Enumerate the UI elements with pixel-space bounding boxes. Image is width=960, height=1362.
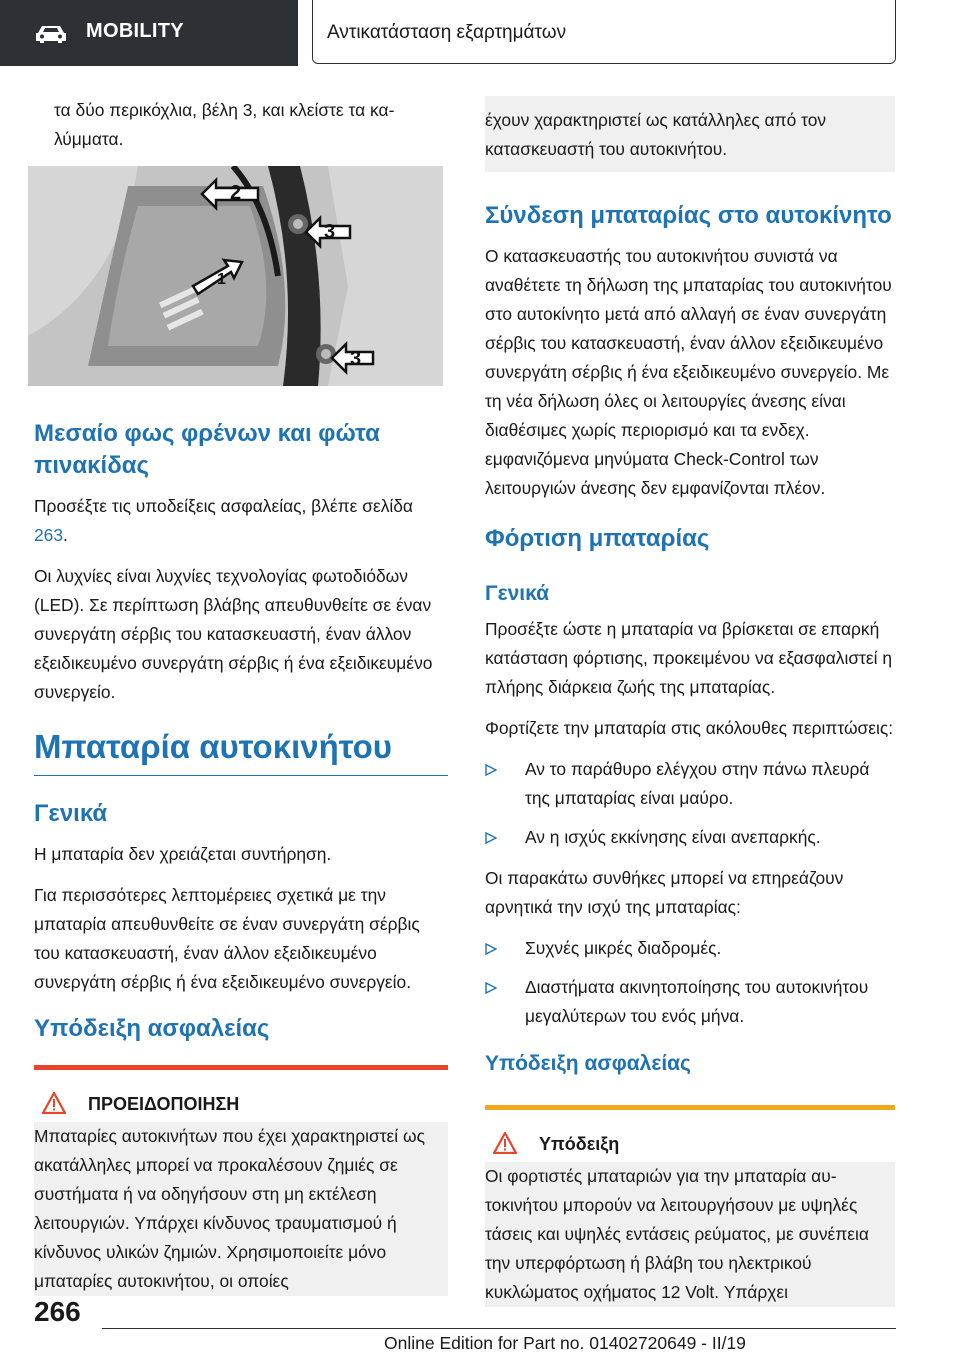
warning-bar: [34, 1065, 448, 1070]
battery-conditions-list: [485, 934, 895, 1031]
general-paragraph-2: Για περισσότερες λεπτομέρειες σχετικά με την μπαταρία απευθυνθείτε σε έναν συνεργάτη σέρβις του κατασκευαστή, έναν άλλον εξειδικευμένο συνεργάτη σέρβις ή ένα εξειδικευμένο συνεργείο.: [34, 885, 420, 992]
arrow-bullet-icon: [485, 943, 497, 955]
brand-label: MOBILITY: [86, 20, 184, 42]
right-column: [485, 96, 895, 1307]
connection-paragraph: Ο κατασκευαστής του αυτοκινήτου συνιστά να αναθέτετε τη δήλωση της μπαταρίας του αυτοκινήτου στο αυτοκίνητο μετά από αλλαγή σε έναν συνεργάτη σέρβις του κατασκευαστή, έναν άλλον εξειδικευμένο συνεργάτη σέρβις ή ένα εξειδικευμένο συνεργείο. Με τη νέα δήλωση όλες οι λειτουργίες άνεσης είναι διαθέσιμες χωρίς περιορισμό και τα ενδεχ. εμφανιζόμενα μηνύματα Check-Control των λειτουργιών άνεσης δεν εμφανίζονται πλέον.: [485, 246, 892, 498]
note-box: [485, 1105, 895, 1307]
heading-vehicle-battery: Μπαταρία αυτοκινήτου: [34, 728, 392, 765]
note-bar: [485, 1105, 895, 1110]
charging-paragraph-1: Προσέξτε ώστε η μπαταρία να βρίσκεται σε επαρκή κατάσταση φόρτισης, προκειμένου να εξασφαλιστεί η πλήρης διάρκεια ζωής της μπαταρίας.: [485, 619, 893, 697]
note-title: Υπόδειξη: [485, 1130, 895, 1158]
warning-continuation: έχουν χαρακτηριστεί ως κατάλληλες από τον κατασκευαστή του αυτοκινήτου.: [485, 96, 895, 172]
section-title: Αντικατάσταση εξαρτημάτων: [327, 22, 567, 43]
general-paragraph-1: Η μπαταρία δεν χρειάζεται συντήρηση.: [34, 844, 332, 864]
figure-label-2: 2: [230, 182, 242, 204]
note-body: [485, 1162, 895, 1307]
warning-title: ΠΡΟΕΙΔΟΠΟΙΗΣΗ: [34, 1090, 448, 1118]
list-item: Διαστήματα ακινητοποίησης του αυτοκινήτου μεγαλύτερων του ενός μήνα.: [485, 973, 895, 1031]
warning-box: [34, 1065, 448, 1296]
tail-light-illustration: [28, 166, 443, 386]
heading-safety-note: Υπόδειξη ασφαλείας: [34, 1015, 270, 1042]
heading-charging-general: Γενικά: [485, 582, 550, 605]
tail-light-figure: [28, 166, 443, 386]
heading-battery-connection: Σύνδεση μπαταρίας στο αυτοκίνητο: [485, 202, 892, 229]
brand-tab[interactable]: [0, 0, 298, 66]
section-tab: [312, 0, 896, 64]
heading-battery-charging: Φόρτιση μπαταρίας: [485, 525, 710, 552]
arrow-bullet-icon: [485, 982, 497, 994]
warning-text: Μπαταρίες αυτοκινήτων που έχει χαρακτηριστεί ως ακατάλληλες μπορεί να προκαλέσουν ζημιές σε συστήματα ή να οδηγήσουν στη μη εκτέλεση λειτουργιών. Υπάρχει κίνδυνος τραυματισμού ή κίνδυνος υλικών ζημιών. Χρησιμοποιείτε μόνο μπαταρίες αυτοκινήτου, οι οποίες: [34, 1126, 425, 1291]
charging-paragraph-2: Φορτίζετε την μπαταρία στις ακόλουθες περιπτώσεις:: [485, 718, 894, 738]
left-column: [34, 96, 448, 1296]
figure-label-1: 1: [217, 271, 226, 288]
charging-conditions-list: [485, 755, 895, 852]
lights-paragraph-1: Προσέξτε τις υποδείξεις ασφαλείας, βλέπε σελίδα 263.: [34, 496, 413, 545]
page-number: 266: [34, 1296, 81, 1327]
arrow-bullet-icon: [485, 764, 497, 776]
arrow-bullet-icon: [485, 832, 497, 844]
car-icon: [34, 24, 68, 44]
list-item: Αν το παράθυρο ελέγχου στην πάνω πλευρά της μπαταρίας είναι μαύρο.: [485, 755, 895, 813]
list-item: Αν η ισχύς εκκίνησης είναι ανεπαρκής.: [485, 823, 895, 852]
heading-brake-plate-lights: Μεσαίο φως φρένων και φώτα πινακίδας: [34, 420, 380, 479]
figure-label-3-top: 3: [324, 221, 336, 243]
charging-paragraph-3: Οι παρακάτω συνθήκες μπορεί να επηρεάζουν αρνητικά την ισχύ της μπαταρίας:: [485, 868, 844, 917]
heading-charging-safety-note: Υπόδειξη ασφαλείας: [485, 1052, 691, 1075]
footer-divider: [102, 1328, 896, 1329]
warning-triangle-icon: [493, 1132, 517, 1154]
heading-divider: [34, 775, 448, 776]
lights-paragraph-2: Οι λυχνίες είναι λυχνίες τεχνολογίας φωτοδιόδων (LED). Σε περίπτωση βλάβης απευθυνθείτε σε έναν συνεργάτη σέρβις του κατασκευαστή, έναν άλλον εξειδικευμένο συνεργάτη σέρβις ή ένα εξειδικευμένο συνεργείο.: [34, 566, 433, 702]
page-header: [0, 0, 960, 66]
page-link-263[interactable]: 263: [34, 525, 64, 545]
list-item: Συχνές μικρές διαδρομές.: [485, 934, 895, 963]
heading-general: Γενικά: [34, 800, 108, 827]
warning-body: [34, 1122, 448, 1296]
edition-text: Online Edition for Part no. 01402720649 - II/19: [384, 1333, 746, 1353]
note-text: Οι φορτιστές μπαταριών για την μπαταρία αυτοκινήτου μπορούν να λειτουργήσουν με υψηλές τάσεις και υψηλές εντάσεις ρεύματος, με συνέπεια την υπερφόρτωση ή βλάβη του ηλεκτρικού κυκλώματος οχήματος 12 Volt. Υπάρχει: [485, 1166, 869, 1302]
figure-label-3-bottom: 3: [350, 348, 362, 370]
warning-triangle-icon: [42, 1092, 66, 1114]
intro-text: τα δύο περικόχλια, βέλη 3, και κλείστε τα καλύμματα.: [54, 100, 395, 149]
